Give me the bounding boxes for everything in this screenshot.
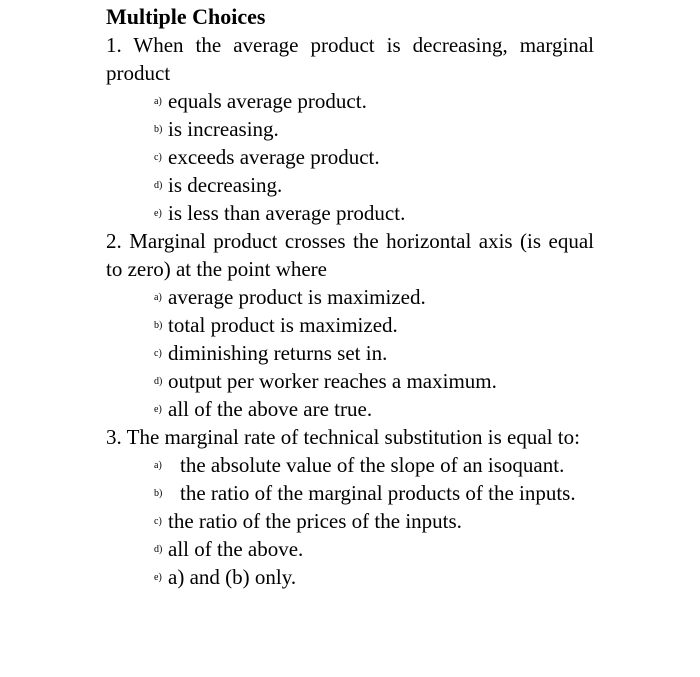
option-list xyxy=(106,451,594,591)
option-item xyxy=(106,367,594,395)
option-marker: b) xyxy=(154,320,163,331)
option-item xyxy=(106,535,594,563)
option-marker: c) xyxy=(154,516,162,527)
option-marker: d) xyxy=(154,376,163,387)
option-text: the absolute value of the slope of an isoquant. xyxy=(180,453,565,477)
option-text: exceeds average product. xyxy=(168,145,380,169)
option-item xyxy=(106,395,594,423)
question-text: 3. The marginal rate of technical substitution is equal to: xyxy=(106,425,580,449)
option-item xyxy=(106,507,594,535)
option-marker: b) xyxy=(154,488,163,499)
option-item xyxy=(106,283,594,311)
option-text: the ratio of the marginal products of the inputs. xyxy=(180,481,576,505)
option-text: output per worker reaches a maximum. xyxy=(168,369,497,393)
option-item xyxy=(106,311,594,339)
option-text: is increasing. xyxy=(168,117,279,141)
option-marker: d) xyxy=(154,544,163,555)
option-marker: b) xyxy=(154,124,163,135)
option-item xyxy=(106,171,594,199)
section-heading: Multiple Choices xyxy=(106,4,266,29)
question-2 xyxy=(106,227,594,423)
option-text: total product is maximized. xyxy=(168,313,398,337)
option-text: is less than average product. xyxy=(168,201,406,225)
question-text: 1. When the average product is decreasing, marginal product xyxy=(106,33,594,85)
option-marker: c) xyxy=(154,152,162,163)
option-text: the ratio of the prices of the inputs. xyxy=(168,509,462,533)
option-list xyxy=(106,87,594,227)
option-marker: a) xyxy=(154,96,162,107)
document-page xyxy=(106,0,594,591)
option-marker: e) xyxy=(154,404,162,415)
option-item xyxy=(106,479,594,507)
question-3 xyxy=(106,423,594,591)
option-marker: e) xyxy=(154,572,162,583)
option-text: is decreasing. xyxy=(168,173,283,197)
option-text: all of the above are true. xyxy=(168,397,373,421)
option-text: diminishing returns set in. xyxy=(168,341,388,365)
option-item xyxy=(106,199,594,227)
option-marker: c) xyxy=(154,348,162,359)
option-item xyxy=(106,87,594,115)
option-text: a) and (b) only. xyxy=(168,565,297,589)
option-marker: e) xyxy=(154,208,162,219)
option-text: equals average product. xyxy=(168,89,367,113)
question-1 xyxy=(106,31,594,227)
option-text: average product is maximized. xyxy=(168,285,426,309)
option-item xyxy=(106,339,594,367)
option-marker: a) xyxy=(154,460,162,471)
option-item xyxy=(106,115,594,143)
option-item xyxy=(106,143,594,171)
option-marker: d) xyxy=(154,180,163,191)
question-text: 2. Marginal product crosses the horizontal axis (is equal to zero) at the point where xyxy=(106,229,594,281)
option-item xyxy=(106,451,594,479)
option-list xyxy=(106,283,594,423)
option-marker: a) xyxy=(154,292,162,303)
option-text: all of the above. xyxy=(168,537,304,561)
option-item xyxy=(106,563,594,591)
